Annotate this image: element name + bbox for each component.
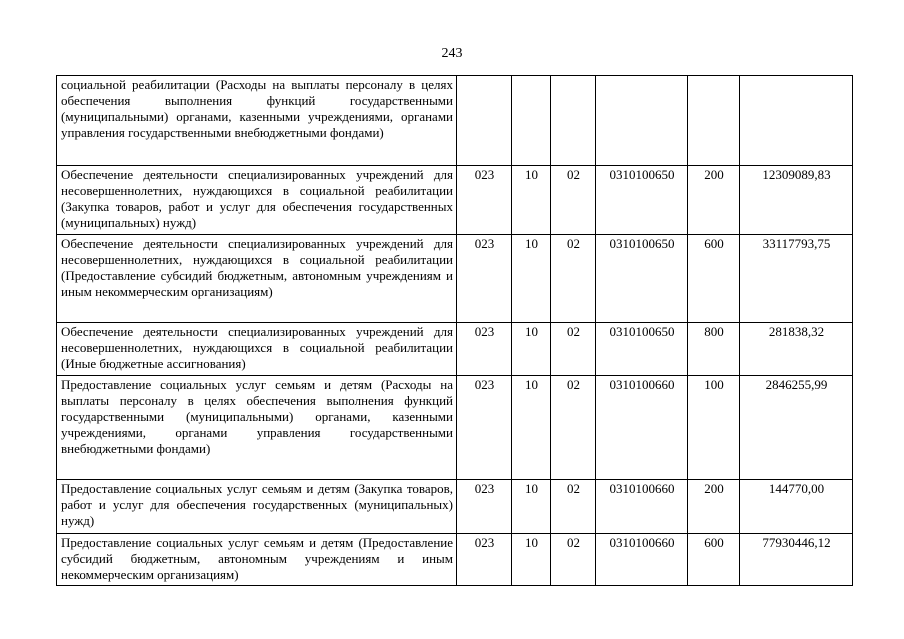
ministry-code: 023 <box>457 480 512 534</box>
table-row <box>57 235 853 323</box>
target-article-code: 0310100650 <box>596 166 688 235</box>
target-article-code: 0310100660 <box>596 534 688 586</box>
expense-type-code: 800 <box>688 323 740 376</box>
row-description: Обеспечение деятельности специализированных учреждений для несовершеннолетних, нуждающихся в социальной реабилитации (Предоставление субсидий бюджетным, автономным учреждениям и иным некоммерческим организациям) <box>57 235 457 323</box>
subsection-code: 02 <box>551 534 596 586</box>
subsection-code: 02 <box>551 480 596 534</box>
target-article-code: 0310100650 <box>596 323 688 376</box>
target-article-code: 0310100660 <box>596 480 688 534</box>
table-row <box>57 376 853 480</box>
subsection-code: 02 <box>551 323 596 376</box>
ministry-code <box>457 76 512 166</box>
subsection-code: 02 <box>551 376 596 480</box>
expense-type-code: 100 <box>688 376 740 480</box>
row-description: Предоставление социальных услуг семьям и детям (Закупка товаров, работ и услуг для обеспечения государственных (муниципальных) нужд) <box>57 480 457 534</box>
amount: 12309089,83 <box>740 166 853 235</box>
section-code: 10 <box>512 235 551 323</box>
row-description: Предоставление социальных услуг семьям и детям (Предоставление субсидий бюджетным, автономным учреждениям и иным некоммерческим организациям) <box>57 534 457 586</box>
table-row <box>57 323 853 376</box>
budget-table <box>56 75 853 586</box>
subsection-code <box>551 76 596 166</box>
table-row <box>57 76 853 166</box>
table-row <box>57 480 853 534</box>
expense-type-code: 600 <box>688 534 740 586</box>
section-code: 10 <box>512 376 551 480</box>
expense-type-code: 200 <box>688 480 740 534</box>
target-article-code: 0310100650 <box>596 235 688 323</box>
page-number: 243 <box>441 46 463 61</box>
row-description: социальной реабилитации (Расходы на выплаты персоналу в целях обеспечения выполнения функций государственными (муниципальными) органами, казенными учреждениями, органами управления государственными внебюджетными фондами) <box>57 76 457 166</box>
ministry-code: 023 <box>457 235 512 323</box>
row-description: Обеспечение деятельности специализированных учреждений для несовершеннолетних, нуждающихся в социальной реабилитации (Иные бюджетные ассигнования) <box>57 323 457 376</box>
section-code: 10 <box>512 534 551 586</box>
target-article-code <box>596 76 688 166</box>
table-row <box>57 534 853 586</box>
amount: 2846255,99 <box>740 376 853 480</box>
row-description: Предоставление социальных услуг семьям и детям (Расходы на выплаты персоналу в целях обеспечения выполнения функций государственными (муниципальными) органами, казенными учреждениями, органами управления государственными внебюджетными фондами) <box>57 376 457 480</box>
table-row <box>57 166 853 235</box>
section-code <box>512 76 551 166</box>
section-code: 10 <box>512 323 551 376</box>
amount: 77930446,12 <box>740 534 853 586</box>
ministry-code: 023 <box>457 166 512 235</box>
expense-type-code <box>688 76 740 166</box>
section-code: 10 <box>512 166 551 235</box>
ministry-code: 023 <box>457 323 512 376</box>
section-code: 10 <box>512 480 551 534</box>
subsection-code: 02 <box>551 166 596 235</box>
ministry-code: 023 <box>457 534 512 586</box>
amount: 281838,32 <box>740 323 853 376</box>
amount: 144770,00 <box>740 480 853 534</box>
row-description: Обеспечение деятельности специализированных учреждений для несовершеннолетних, нуждающихся в социальной реабилитации (Закупка товаров, работ и услуг для обеспечения государственных (муниципальных) нужд) <box>57 166 457 235</box>
expense-type-code: 200 <box>688 166 740 235</box>
amount <box>740 76 853 166</box>
subsection-code: 02 <box>551 235 596 323</box>
target-article-code: 0310100660 <box>596 376 688 480</box>
expense-type-code: 600 <box>688 235 740 323</box>
ministry-code: 023 <box>457 376 512 480</box>
amount: 33117793,75 <box>740 235 853 323</box>
